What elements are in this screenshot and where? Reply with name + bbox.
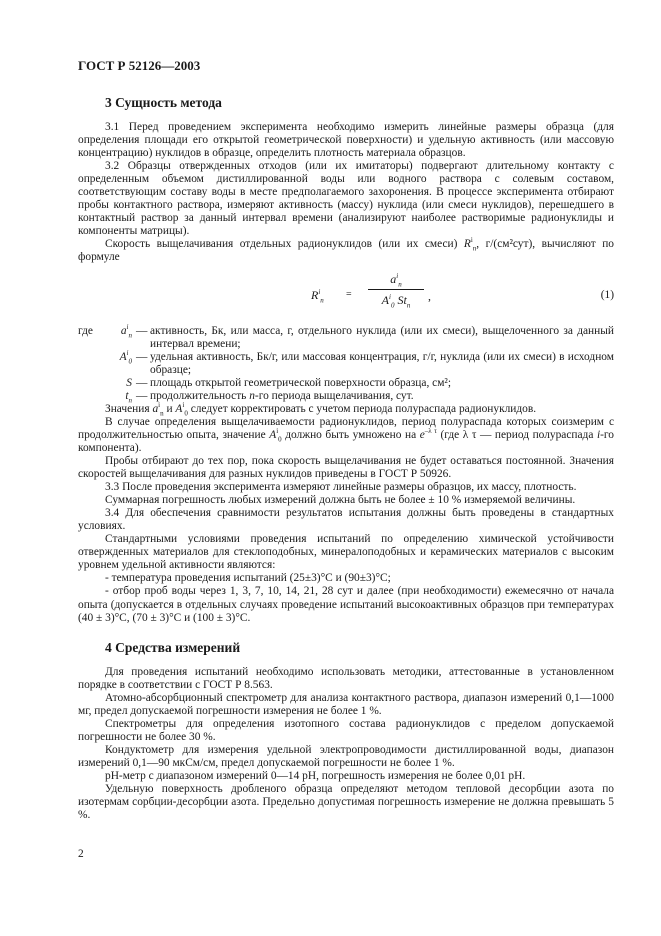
formula-numerator: $a^i_n$ [390, 271, 402, 288]
section-4-paragraph-2: Атомно-абсорбционный спектрометр для анализа контактного раствора, диапазон измерений 0,1—1000 мг, предел допускаемой погрешности измерения не более 1 %. [78, 691, 614, 717]
formula-equals: = [346, 288, 352, 300]
half-life-correction: Значения $a^i_n$ и $A^i_0$ следует корректировать с учетом периода полураспада радионуклидов. [105, 401, 537, 418]
section-3-title: 3 Сущность метода [105, 95, 222, 110]
page-number: 2 [78, 848, 84, 860]
section-4-paragraph-5: рН-метр с диапазоном измерений 0—14 рН, погрешность измерения не более 0,01 рН. [105, 769, 526, 782]
leach-rate-formula [78, 271, 614, 321]
page-content [78, 58, 614, 822]
error-paragraph: Суммарная погрешность любых измерений должна быть не более ± 10 % измеряемой величины. [105, 494, 576, 507]
formula-lhs: $R^i_n$ [311, 287, 324, 304]
sampling-paragraph: Пробы отбирают до тех пор, пока скорость выщелачивания не будет оставаться постоянной. Значения скоростей выщелачивания для разных нуклидов приведены в ГОСТ Р 50926. [78, 454, 614, 481]
standard-conditions-paragraph: Стандартными условиями проведения испытаний по определению химической устойчивости отвержденных материалов для стеклоподобных, минералоподобных и керамических материалов с высоким уровнем удельной активности являются: [78, 533, 614, 572]
section-3-2-paragraph: 3.2 Образцы отвержденных отходов (или их имитаторы) подвергают длительному контакту с определенным объемом дистиллированной воды или водного раствора с солевым составом, соответствующим составу воды в месте предполагаемого захоронения. В процессе эксперимента отбирают пробы контактного раствора, измеряют активность (массу) нуклида (или смеси нуклидов), перешедшего в контактный раствор за данный интервал времени (анализируют наиболее растворимые радионуклиды и компоненты матрицы). [78, 160, 614, 238]
definition-S: S — площадь открытой геометрической поверхности образца, см²; [126, 376, 451, 389]
condition-temperature: - температура проведения испытаний (25±3)°С и (90±3)°С; [105, 572, 391, 585]
definition-A: $A^i_0$ — удельная активность, Бк/г, или массовая концентрация, г/г, нуклида (или их смеси) в исходном образце; [119, 348, 614, 376]
formula-number: (1) [600, 288, 614, 301]
formula-comma: , [428, 288, 431, 303]
section-4-paragraph-3: Спектрометры для определения изотопного состава радионуклидов с пределом допускаемой погрешности не более 30 %. [78, 717, 614, 743]
section-3-1-paragraph: 3.1 Перед проведением эксперимента необходимо измерить линейные размеры образца (для определения площади его открытой геометрической поверхности) и удельную активность (или массовую концентрацию) нуклидов в образце, определить плотность материала образцов. [78, 121, 614, 160]
half-life-multiplier: В случае определения выщелачиваемости радионуклидов, период полураспада которых соизмерим с продолжительностью опыта, значение $A^i_0$ должно быть умножено на $e^{-\lambda \tau}$ (где λ τ — период полураспада i-го компонента). [78, 415, 615, 454]
section-3-4-paragraph: 3.4 Для обеспечения сравнимости результатов испытания должны быть проведены в стандартных условиях. [78, 507, 614, 533]
section-4-title: 4 Средства измерений [105, 639, 241, 655]
definition-t: $t_n$ — продолжительность n-го периода выщелачивания, сут. [125, 389, 414, 405]
section-4-paragraph-6: Удельную поверхность дробленого образца определяют методом тепловой десорбции азота по изотермам сорбции-десорбции азота. Предельно допустимая погрешность измерение не должна превышать 5 %. [78, 783, 614, 822]
condition-sampling: - отбор проб воды через 1, 3, 7, 10, 14, 21, 28 сут и далее (при необходимости) ежемесячно от начала опыта (допускается в отдельных случаях проведение испытаний высокоактивных образцов при температурах (40 ± 3)°С, (70 ± 3)°С и (100 ± 3)°С. [78, 585, 614, 624]
section-4-paragraph-1: Для проведения испытаний необходимо использовать методики, аттестованные в установленном порядке в соответствии с ГОСТ Р 8.563. [78, 665, 614, 691]
definition-a: где $a^i_n$ — активность, Бк, или масса, г, отдельного нуклида (или их смеси), выщелоченного за данный интервал времени; [78, 322, 614, 350]
formula-denominator: $A^i_0$ $St_n$ [381, 292, 411, 309]
document-header: ГОСТ Р 52126—2003 [78, 58, 201, 73]
section-3-3-paragraph: 3.3 После проведения эксперимента измеряют линейные размеры образцов, их массу, плотность. [105, 481, 577, 494]
section-4-paragraph-4: Кондуктометр для измерения удельной электропроводимости дистиллированной воды, диапазон измерений 0,1—90 мкСм/см, предел допускаемой погрешности не более 1 %. [78, 743, 614, 769]
fraction-bar [368, 289, 424, 290]
leach-rate-intro: Скорость выщелачивания отдельных радионуклидов (или их смеси) $R^i_n$, г/(см²сут), вычисляют по формуле [78, 236, 614, 264]
formula-fraction [368, 271, 424, 308]
variable-definitions [78, 322, 614, 405]
